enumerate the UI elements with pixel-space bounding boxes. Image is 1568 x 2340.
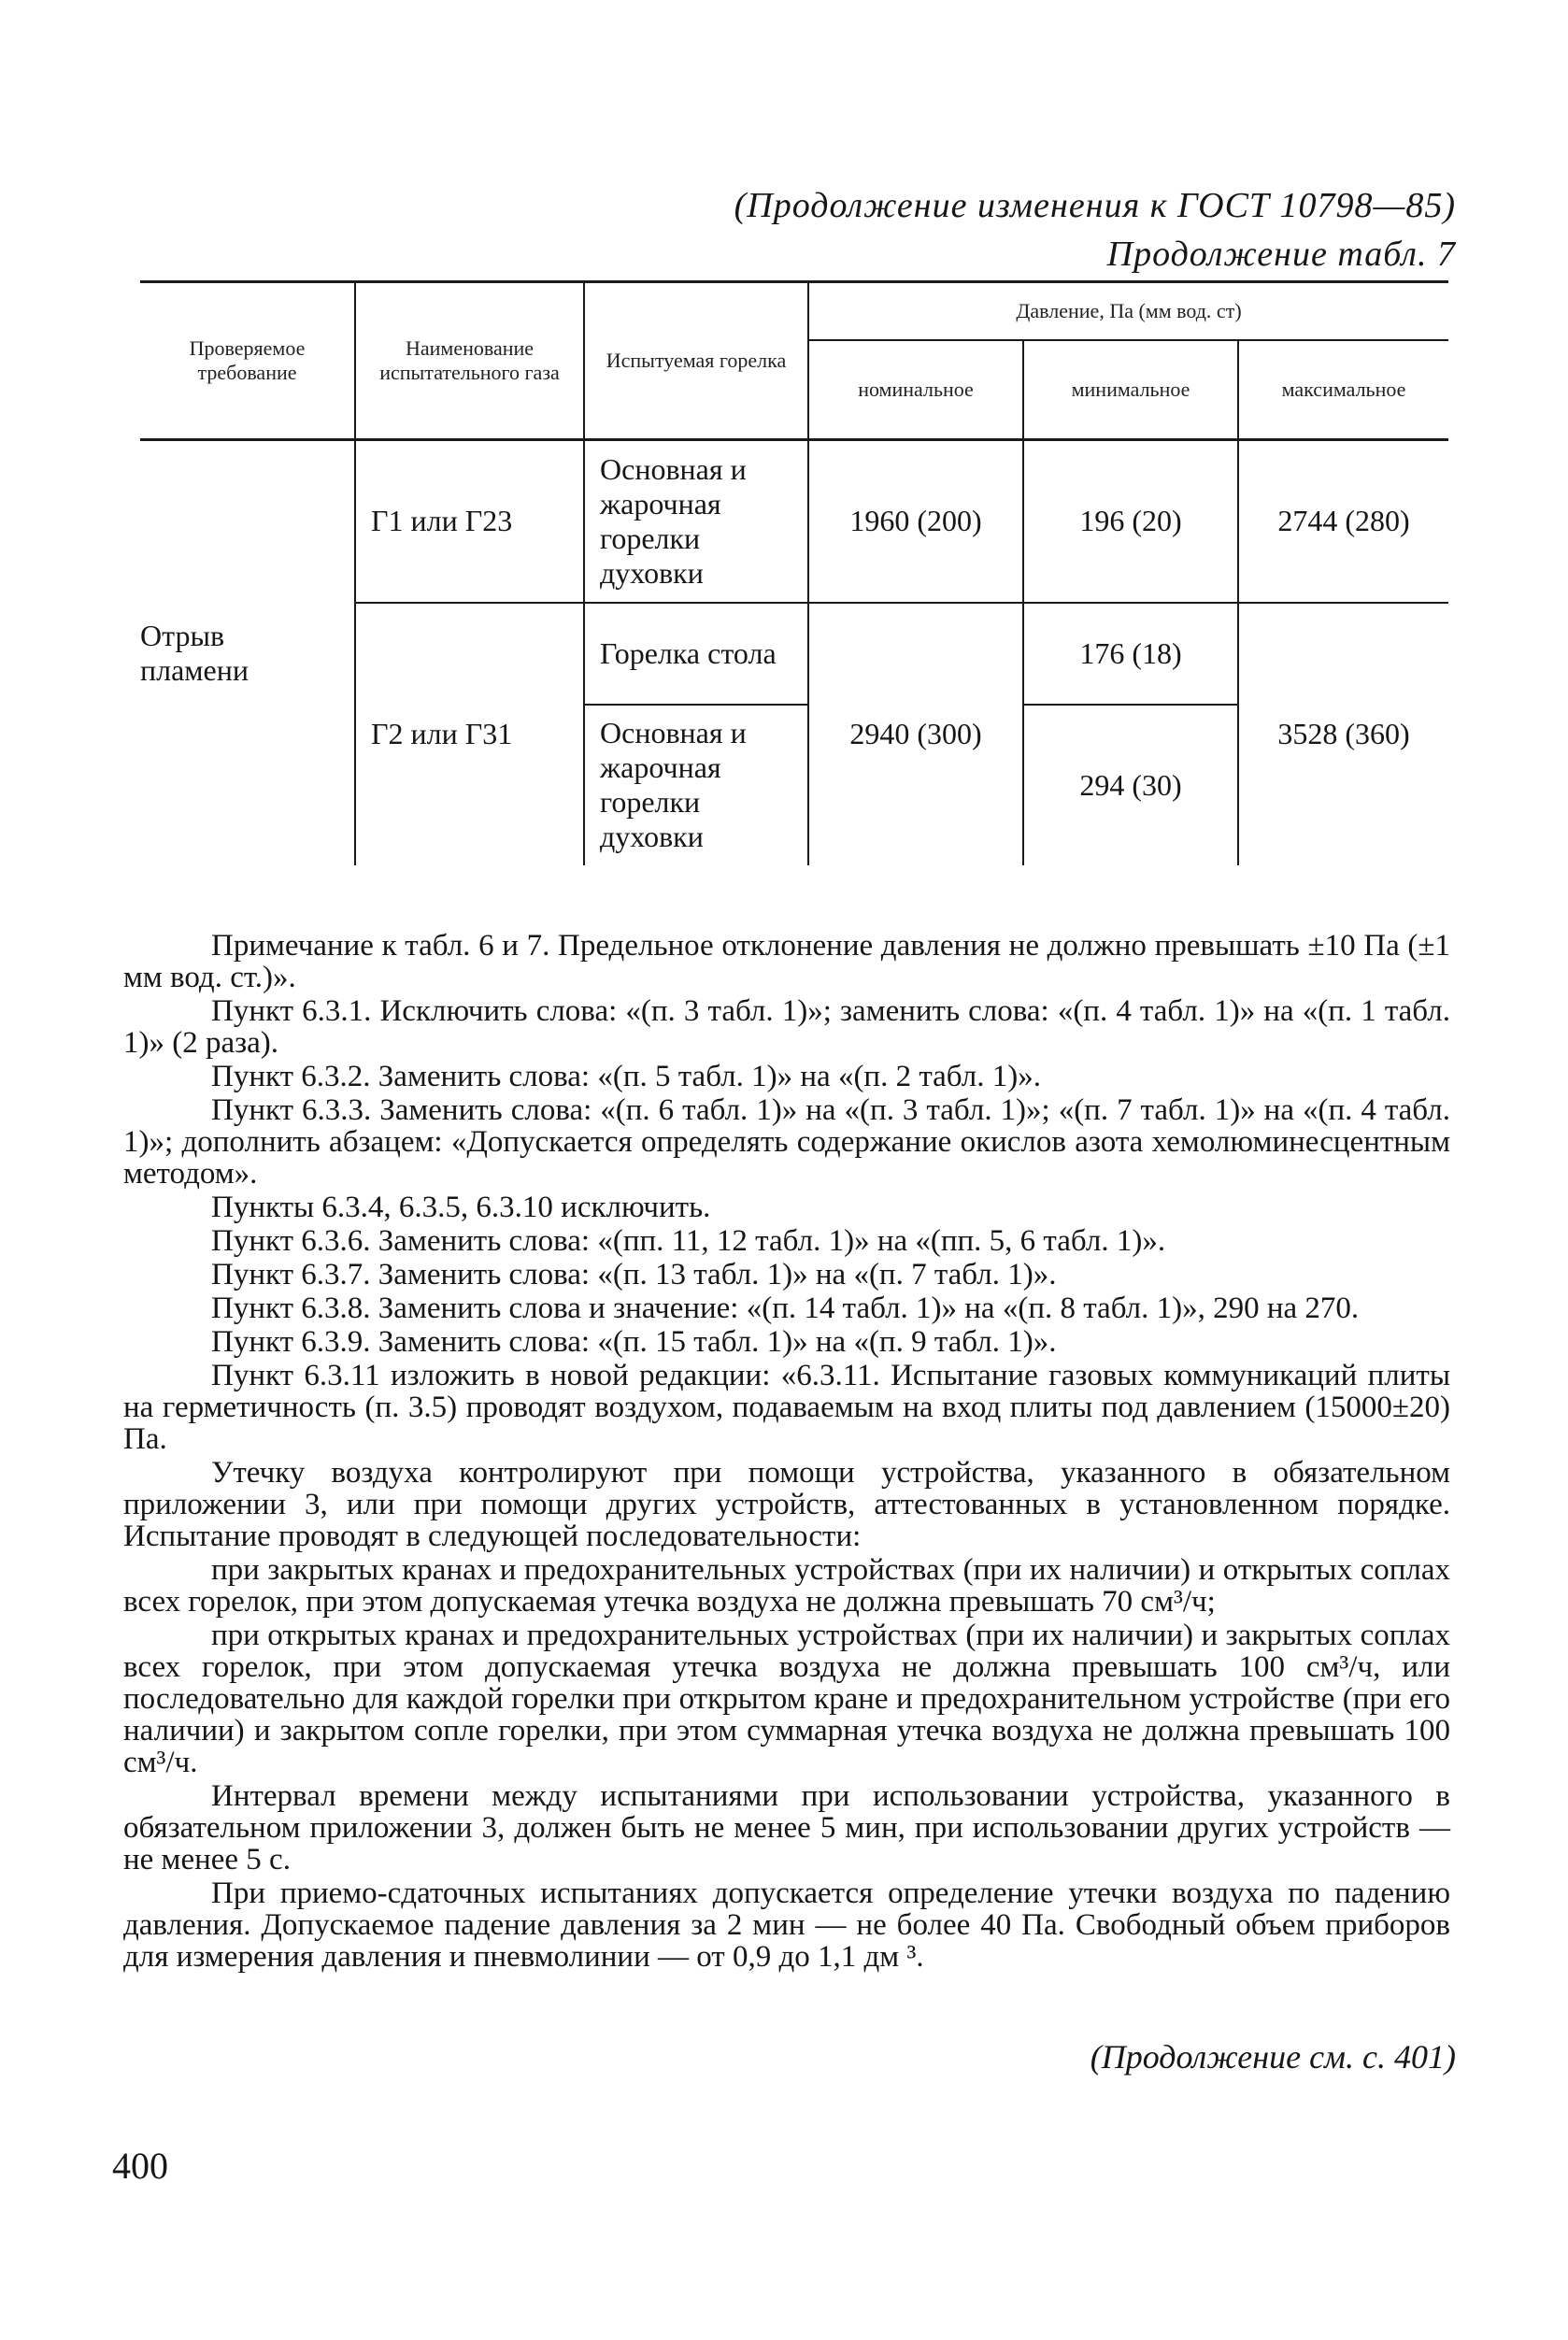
paragraph: При приемо-сдаточных испытаниях допускается определение утечки воздуха по падению давления. Допускаемое падение давления за 2 мин — не более 40 Па. Свободный объем приборов для измерения давления и пневмолинии — от 0,9 до 1,1 дм ³. [123,1876,1450,1974]
table-cell-burner: Горелка стола [584,603,808,704]
header-minimum: минимальное [1023,340,1238,440]
paragraph: Пункт 6.3.11 изложить в новой редакции: «6.3.11. Испытание газовых коммуникаций плиты на герметичность (п. 3.5) проводят воздухом, подаваемым на вход плиты под давлением (15000±20) Па. [123,1359,1450,1456]
header-maximum: максимальное [1238,340,1448,440]
header-nominal: номинальное [808,340,1023,440]
table-cell-nominal: 1960 (200) [808,440,1023,603]
paragraph: Пункты 6.3.4, 6.3.5, 6.3.10 исключить. [211,1191,711,1224]
page-number: 400 [112,2145,168,2187]
paragraph: Пункт 6.3.2. Заменить слова: «(п. 5 табл. 1)» на «(п. 2 табл. 1)». [211,1060,1041,1093]
header-gas: Наименование испытательного газа [355,282,584,440]
table-cell-minimum: 294 (30) [1023,705,1238,865]
continuation-header: (Продолжение изменения к ГОСТ 10798—85) [734,186,1456,225]
paragraph: при открытых кранах и предохранительных устройствах (при их наличии) и закрытых соплах всех горелок, при этом допускаемая утечка воздуха не должна превышать 100 см³/ч, или последовательно для каждой горелки при открытом кране и предохранительном устройстве (при его наличии) и закрытом сопле горелки, при этом суммарная утечка воздуха не должна превышать 100 см³/ч. [123,1619,1450,1779]
paragraph: при закрытых кранах и предохранительных устройствах (при их наличии) и открытых соплах всех горелок, при этом допускаемая утечка воздуха не должна превышать 70 см³/ч; [123,1553,1450,1619]
table-cell-maximum: 3528 (360) [1238,603,1448,865]
pressure-table [140,280,1448,865]
table-cell-nominal: 2940 (300) [808,603,1023,865]
table-continuation-label: Продолжение табл. 7 [1106,235,1456,274]
paragraph: Пункт 6.3.8. Заменить слова и значение: «(п. 14 табл. 1)» на «(п. 8 табл. 1)», 290 на 270. [211,1291,1360,1325]
table-cell-maximum: 2744 (280) [1238,440,1448,603]
header-requirement: Проверяемое требование [140,282,355,440]
paragraph: Пункт 6.3.7. Заменить слова: «(п. 13 табл. 1)» на «(п. 7 табл. 1)». [211,1258,1057,1291]
table-cell-gas: Г2 или Г31 [355,603,584,865]
header-pressure: Давление, Па (мм вод. ст) [808,282,1448,341]
continuation-footer: (Продолжение см. с. 401) [1090,2038,1456,2076]
header-burner: Испытуемая горелка [584,282,808,440]
paragraph: Интервал времени между испытаниями при использовании устройства, указанного в обязательном приложении 3, должен быть не менее 5 мин, при использовании других устройств — не менее 5 с. [123,1779,1450,1876]
table-cell-minimum: 176 (18) [1023,603,1238,704]
requirement-cell: Отрыв пламени [140,618,249,687]
body-text [123,930,1450,1975]
paragraph: Пункт 6.3.1. Исключить слова: «(п. 3 табл. 1)»; заменить слова: «(п. 4 табл. 1)» на «(п. 1 табл. 1)» (2 раза). [123,994,1450,1060]
paragraph: Пункт 6.3.9. Заменить слова: «(п. 15 табл. 1)» на «(п. 9 табл. 1)». [211,1325,1057,1359]
table-cell-gas: Г1 или Г23 [355,440,584,603]
paragraph: Пункт 6.3.3. Заменить слова: «(п. 6 табл. 1)» на «(п. 3 табл. 1)»; «(п. 7 табл. 1)» на «(п. 4 табл. 1)»; дополнить абзацем: «Допускается определять содержание окислов азота хемолюминесцентным методом». [123,1093,1450,1191]
table-cell-minimum: 196 (20) [1023,440,1238,603]
paragraph: Утечку воздуха контролируют при помощи устройства, указанного в обязательном приложении 3, или при помощи других устройств, аттестованных в установленном порядке. Испытание проводят в следующей последовательности: [123,1456,1450,1553]
paragraph: Пункт 6.3.6. Заменить слова: «(пп. 11, 12 табл. 1)» на «(пп. 5, 6 табл. 1)». [211,1224,1166,1258]
paragraph: Примечание к табл. 6 и 7. Предельное отклонение давления не должно превышать ±10 Па (±1 мм вод. ст.)». [123,929,1450,994]
table-cell-burner: Основная и жарочная горелки духовки [584,705,808,865]
table-cell-burner: Основная и жарочная горелки духовки [584,440,808,603]
